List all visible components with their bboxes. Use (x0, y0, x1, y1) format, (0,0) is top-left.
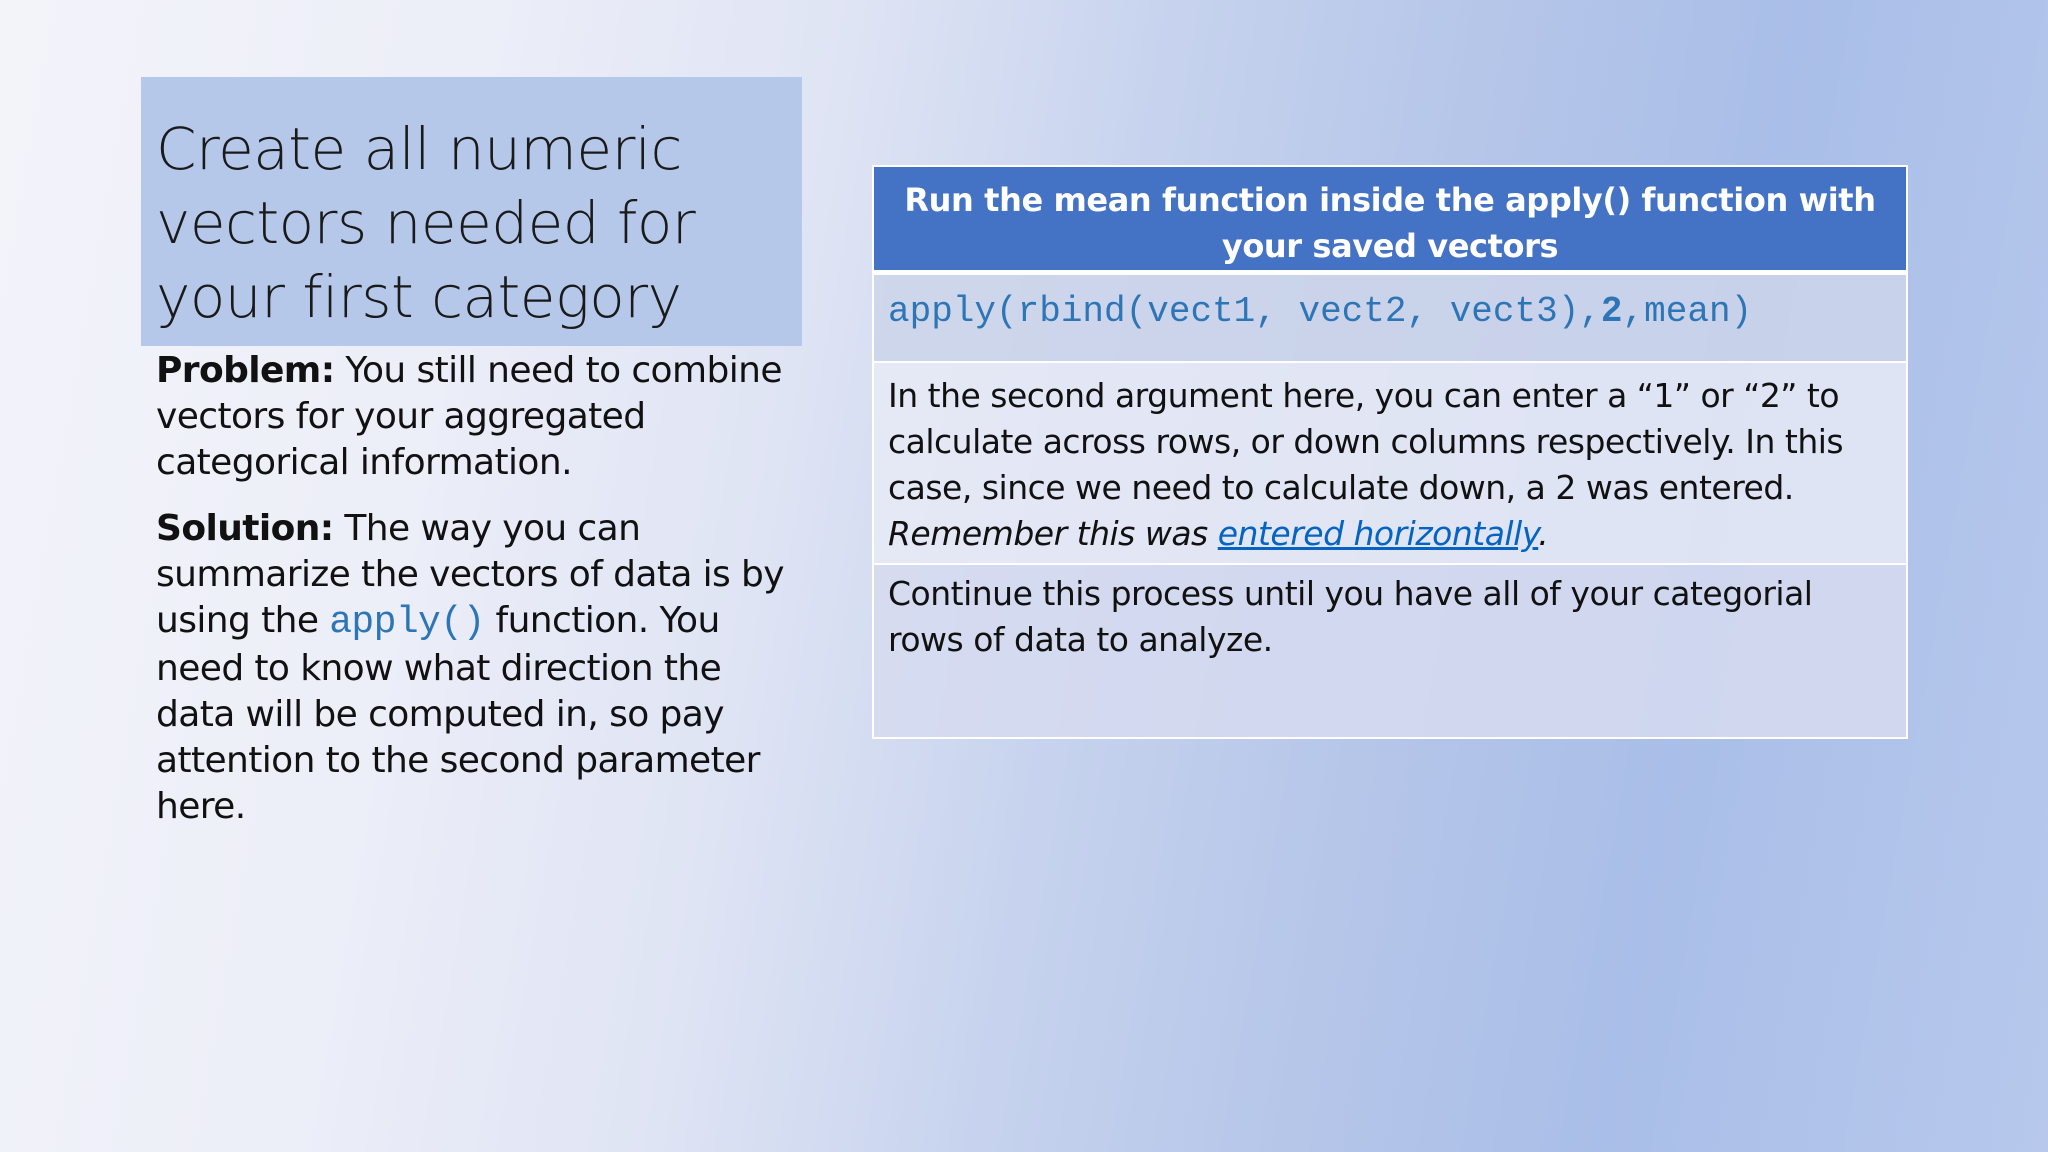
body-text (156, 348, 796, 850)
info-table (872, 165, 1908, 739)
table-header: Run the mean function inside the apply() function with your saved vectors (874, 167, 1906, 273)
solution-text-before: The way you can summarize the vectors of data is by using the (156, 508, 785, 641)
code-argument: 2 (1600, 291, 1623, 332)
solution-label: Solution: (156, 508, 334, 549)
table-row-code (874, 273, 1906, 361)
explain-text: In the second argument here, you can enter a “1” or “2” to calculate across rows, or down columns respectively. In this case, since we need to calculate down, a 2 was entered. (888, 376, 1844, 507)
code-before: apply(rbind(vect1, vect2, vect3), (888, 291, 1601, 332)
explain-italic: Remember this was (888, 514, 1218, 553)
explain-end: . (1538, 514, 1549, 553)
table-row-continue: Continue this process until you have all of your categorial rows of data to analyze. (874, 563, 1906, 737)
table-row-explanation (874, 361, 1906, 563)
code-after: ,mean) (1622, 291, 1753, 332)
apply-code-inline: apply() (329, 601, 485, 644)
problem-label: Problem: (156, 350, 335, 391)
solution-text-after: function. You need to know what direction the data will be computed in, so pay attention to the second parameter here. (156, 600, 760, 827)
problem-paragraph (156, 348, 796, 486)
entered-horizontally-link[interactable]: entered horizontally (1217, 514, 1539, 553)
slide-title: Create all numeric vectors needed for your first category (156, 115, 696, 331)
solution-paragraph (156, 506, 796, 830)
problem-text: You still need to combine vectors for your aggregated categorical information. (156, 350, 782, 483)
